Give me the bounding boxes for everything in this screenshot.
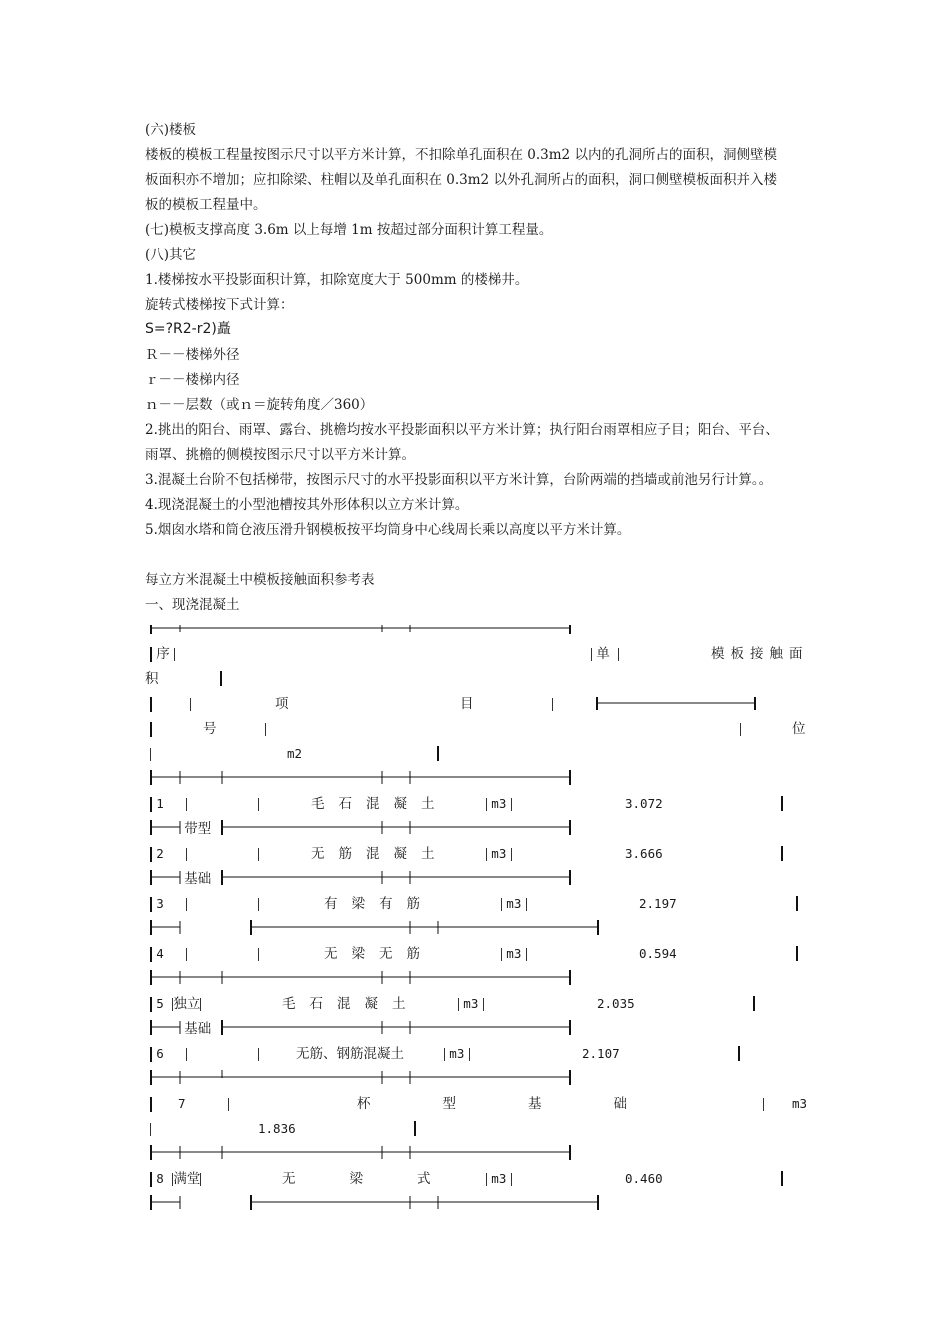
header-area-unit: m2 [287, 746, 303, 761]
row-item-name: 无筋混凝土 [311, 846, 449, 862]
table-row: 8 满堂 [150, 1170, 201, 1188]
row-value: 0.460 [625, 1171, 663, 1186]
header-unit-2: 位 [792, 721, 806, 737]
row-category: 基础 [184, 871, 212, 887]
header-item-2: 目 [460, 696, 474, 712]
row-value: 0.594 [639, 946, 677, 961]
row-unit: m3 [792, 1096, 808, 1111]
paragraph-line: 1.楼梯按水平投影面积计算，扣除宽度大于 500mm 的楼梯井。 [145, 272, 529, 288]
row-separator [150, 770, 570, 785]
table-row: 2 [150, 845, 164, 863]
paragraph-line: 2.挑出的阳台、雨罩、露台、挑檐均按水平投影面积以平方米计算；执行阳台雨罩相应子目；阳台、平台、 [145, 422, 779, 438]
paragraph-line: 5.烟囱水塔和筒仓液压滑升钢模板按平均筒身中心线周长乘以高度以平方米计算。 [145, 522, 631, 538]
header-seq: 序 [156, 646, 170, 662]
paragraph-line: 旋转式楼梯按下式计算： [145, 297, 294, 313]
row-category: 基础 [184, 1021, 212, 1037]
table-row [150, 1095, 152, 1113]
header-unit-cell [591, 645, 619, 663]
section-heading-floor-slab: (六)楼板 [145, 122, 197, 138]
header-area-cont: 积 [145, 671, 159, 687]
row-item-name: 无梁无筋 [324, 946, 434, 962]
paragraph-line: 4.现浇混凝土的小型池槽按其外形体积以立方米计算。 [145, 497, 469, 513]
table-row: 3 [150, 895, 164, 913]
paragraph-line: 楼板的模板工程量按图示尺寸以平方米计算，不扣除单孔面积在 0.3m2 以内的孔洞所占的面积，洞侧壁模 [145, 147, 777, 163]
row-item-name: 有梁有筋 [324, 896, 434, 912]
formula-line: S=?R2-r2)矗 [145, 321, 231, 337]
header-seq-2: 号 [203, 721, 217, 737]
row-value: 3.666 [625, 846, 663, 861]
row-category: 带型 [184, 821, 212, 837]
row-item-name: 无梁式 [282, 1171, 485, 1187]
paragraph-line: (七)模板支撑高度 3.6m 以上每增 1m 按超过部分面积计算工程量。 [145, 222, 553, 238]
table-row: 5 独立 [150, 995, 201, 1013]
row-value: 2.035 [597, 996, 635, 1011]
paragraph-line: 板的模板工程量中。 [145, 197, 267, 213]
row-item-name: 无筋、钢筋混凝土 [296, 1046, 404, 1062]
row-value: 3.072 [625, 796, 663, 811]
table-subtitle: 一、现浇混凝土 [145, 597, 240, 613]
section-heading-other: (八)其它 [145, 247, 197, 263]
formula-definition: ｎ－－层数（或ｎ＝旋转角度／360） [145, 397, 374, 413]
row-value: 2.197 [639, 896, 677, 911]
table-title: 每立方米混凝土中模板接触面积参考表 [145, 572, 375, 588]
paragraph-line: 板面积亦不增加；应扣除梁、柱帽以及单孔面积在 0.3m2 以外孔洞所占的面积，洞口侧壁模板面积并入楼 [145, 172, 777, 188]
header-unit: 单 [596, 646, 610, 662]
table-row: 1 [150, 795, 164, 813]
paragraph-line: 3.混凝土台阶不包括梯带，按图示尺寸的水平投影面积以平方米计算，台阶两端的挡墙或前池另行计算。。 [145, 472, 773, 488]
row-item-name: 毛石混凝土 [282, 996, 420, 1012]
row-item-name: 毛石混凝土 [311, 796, 449, 812]
table-row: 6 [150, 1045, 164, 1063]
header-area: 模板接触面 [711, 646, 809, 662]
header-seq-cell [150, 645, 175, 663]
formula-definition: Ｒ－－楼梯外径 [145, 347, 240, 363]
formula-definition: ｒ－－楼梯内径 [145, 372, 240, 388]
table-row: 4 [150, 945, 164, 963]
row-value: 2.107 [582, 1046, 620, 1061]
row-item-name: 杯型基础 [357, 1096, 699, 1112]
paragraph-line: 雨罩、挑檐的侧模按图示尺寸以平方米计算。 [145, 447, 415, 463]
row-value: 1.836 [258, 1121, 296, 1136]
header-item: 项 [275, 696, 289, 712]
